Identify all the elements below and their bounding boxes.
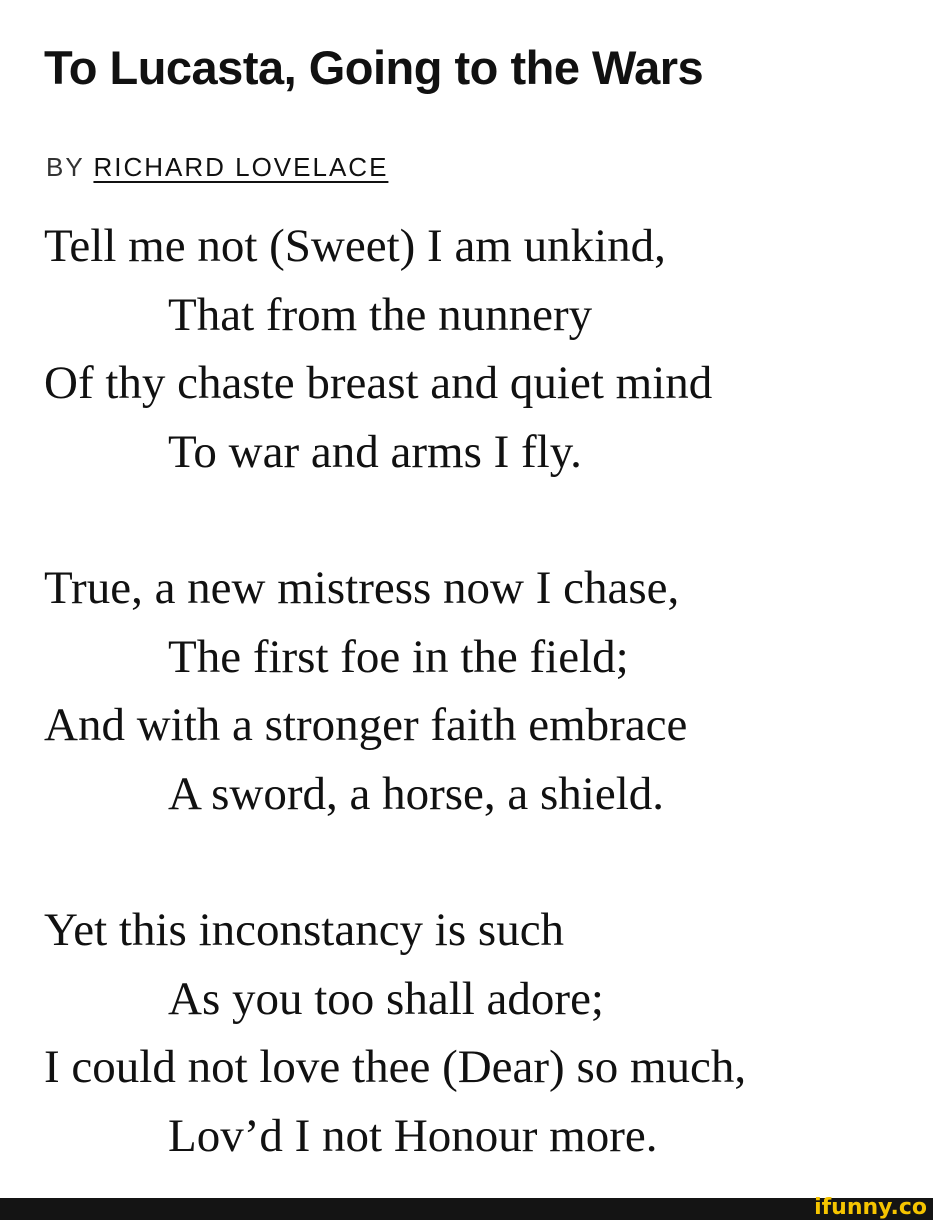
poem-body (44, 212, 746, 1170)
poem-title: To Lucasta, Going to the Wars (44, 41, 704, 94)
poem-line: Of thy chaste breast and quiet mind (44, 357, 713, 409)
poem-line: I could not love thee (Dear) so much, (44, 1041, 747, 1093)
poem-line: True, a new mistress now I chase, (44, 562, 680, 614)
poem-line: A sword, a horse, a shield. (168, 767, 665, 820)
stanza-2 (44, 554, 746, 828)
poem-line: Lov’d I not Honour more. (168, 1109, 658, 1162)
author-link[interactable]: RICHARD LOVELACE (93, 152, 389, 182)
byline-prefix: BY (46, 152, 85, 182)
footer-bar (0, 1198, 933, 1220)
poem-line: Yet this inconstancy is such (44, 904, 565, 956)
stanza-3 (44, 896, 746, 1170)
poem-line: And with a stronger faith embrace (44, 699, 688, 751)
poem-line: To war and arms I fly. (168, 425, 582, 478)
ifunny-watermark-logo: ifunny.co (814, 1195, 927, 1220)
poem-line: Tell me not (Sweet) I am unkind, (44, 220, 666, 272)
poem-line: As you too shall adore; (168, 972, 604, 1025)
byline (46, 150, 388, 184)
poem-line: That from the nunnery (168, 288, 593, 341)
poem-line: The first foe in the field; (168, 630, 629, 683)
stanza-1 (44, 212, 746, 486)
